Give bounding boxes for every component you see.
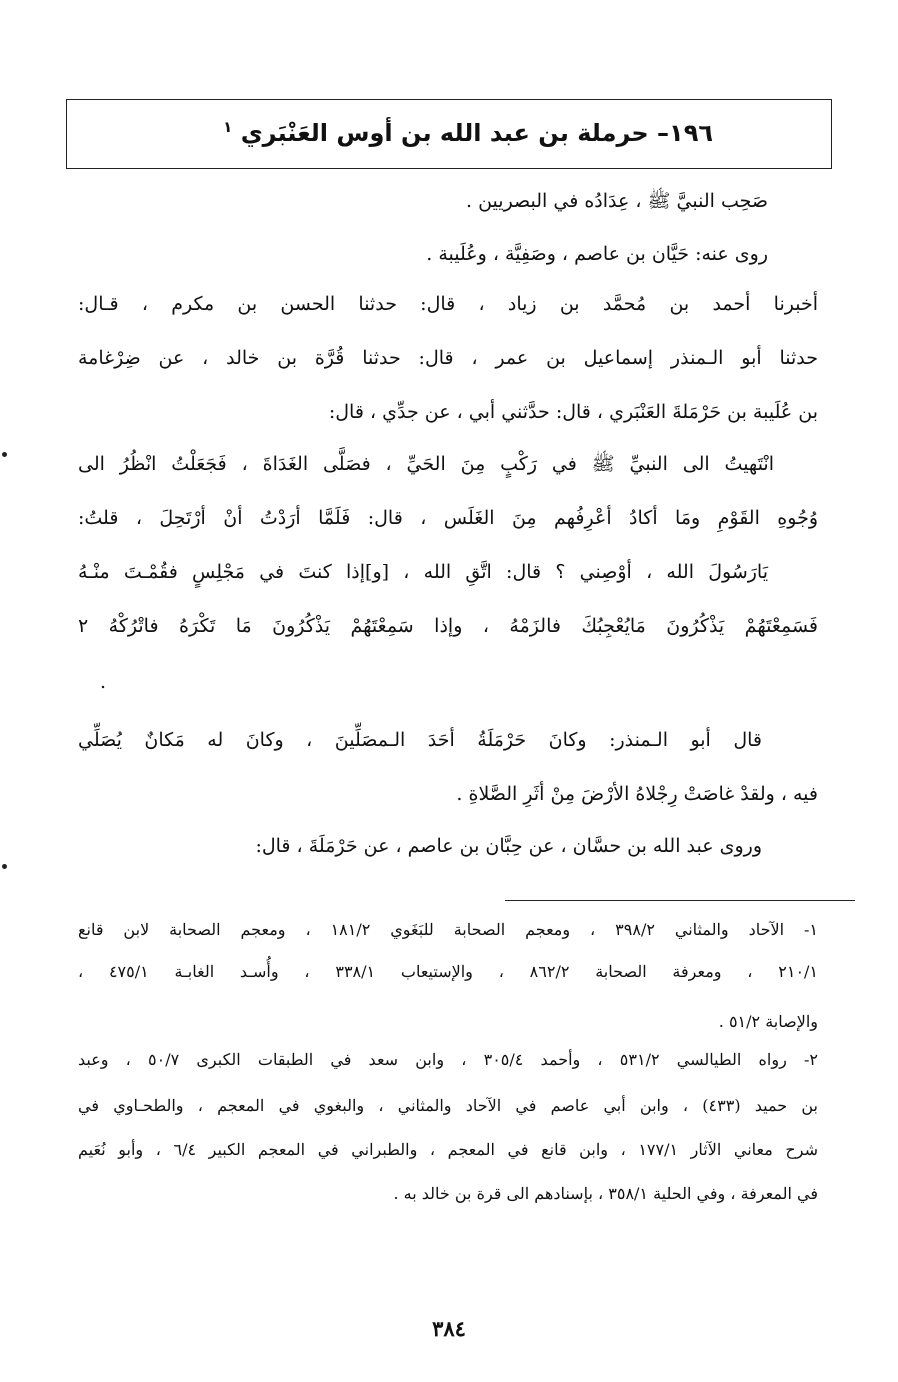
footnote-separator [505, 900, 855, 901]
body-line: وروى عبد الله بن حسَّان ، عن حِبَّان بن عاصم ، عن حَرْمَلَةَ ، قال: [255, 835, 762, 857]
body-line: قال أبو الـمنذر: وكانَ حَرْمَلَةُ أحَدَ الـمصَلِّينَ ، وكانَ له مَكانٌ يُصَلِّي [78, 729, 762, 751]
body-line: روى عنه: حَيَّان بن عاصم ، وصَفِيَّة ، وعُلَيبة . [426, 243, 768, 265]
body-line: انْتَهيتُ الى النبيِّ ﷺ في رَكْبٍ مِنَ الحَيِّ ، فصَلَّى الغَدَاةَ ، فَجَعَلْتُ انْظُرُ الى [78, 453, 774, 475]
footnote-line: ١- الآحاد والمثاني ٣٩٨/٢ ، ومعجم الصحابة للبَغَوي ١٨١/٢ ، ومعجم الصحابة لابن قانع [78, 920, 819, 939]
footnote-line: ٢١٠/١ ، ومعرفة الصحابة ٨٦٢/٢ ، والإستيعاب ٣٣٨/١ ، وأُسـد الغابـة ٤٧٥/١ ، [78, 962, 819, 981]
title-footnote-marker: ١ [223, 118, 233, 136]
body-line: حدثنا أبو الـمنذر إسماعيل بن عمر ، قال: حدثنا قُرَّة بن خالد ، عن ضِرْغامة [78, 347, 818, 369]
body-line: بن عُلَيبة بن حَرْمَلةَ العَنْبَري ، قال: حدَّثني أبي ، عن جدِّي ، قال: [328, 401, 818, 423]
footnote-line: بن حميد (٤٣٣) ، وابن أبي عاصم في الآحاد والمثاني ، والبغوي في المعجم ، والطحـاوي في [78, 1096, 818, 1115]
entry-title [223, 118, 713, 147]
title-frame [66, 99, 832, 169]
body-line: يَارَسُولَ الله ، أوْصِني ؟ قال: اتَّقِ الله ، [و]إذا كنتَ في مَجْلِسٍ فقُمْـتَ منْـهُ [78, 561, 768, 583]
page-number: ٣٨٤ [432, 1316, 466, 1341]
entry-title-text: ١٩٦– حرملة بن عبد الله بن أوس العَنْبَري [240, 119, 713, 147]
body-line: فَسَمِعْتَهُمْ يَذْكُرُونَ مَايُعْجِبُكَ فالزَمْهُ ، وإذا سَمِعْتَهُمْ يَذْكُرُونَ مَا تَكْرَهُ فاتْرُكْهُ ٢ [78, 615, 818, 637]
body-line: فيه ، ولقدْ غاصَتْ رِجْلاهُ الأرْضَ مِنْ أثَرِ الصَّلاةِ . [456, 783, 818, 805]
footnote-line: ٢- رواه الطيالسي ٥٣١/٢ ، وأحمد ٣٠٥/٤ ، وابن سعد في الطبقات الكبرى ٥٠/٧ ، وعبد [78, 1050, 819, 1069]
footnote-line: شرح معاني الآثار ١٧٧/١ ، وابن قانع في المعجم ، والطبراني في المعجم الكبير ٦/٤ ، وأبو نُعَيم [78, 1140, 818, 1159]
footnote-line: والإصابة ٥١/٢ . [718, 1012, 818, 1031]
body-line: صَحِب النبيَّ ﷺ ، عِدَادُه في البصريين . [466, 190, 768, 212]
margin-dot [2, 864, 7, 869]
margin-dot [2, 452, 7, 457]
body-line: . [100, 671, 107, 693]
body-line: أخبرنا أحمد بن مُحمَّد بن زياد ، قال: حدثنا الحسن بن مكرم ، قـال: [78, 293, 818, 315]
body-line: وُجُوهِ القَوْمِ ومَا أكادُ أعْرِفُهم مِنَ الغَلَس ، قال: فَلَمَّا أرَدْتُ أنْ أرْتَحِلَ ، قلتُ: [78, 507, 818, 529]
footnote-line: في المعرفة ، وفي الحلية ٣٥٨/١ ، بإسنادهم الى قرة بن خالد به . [393, 1184, 818, 1203]
